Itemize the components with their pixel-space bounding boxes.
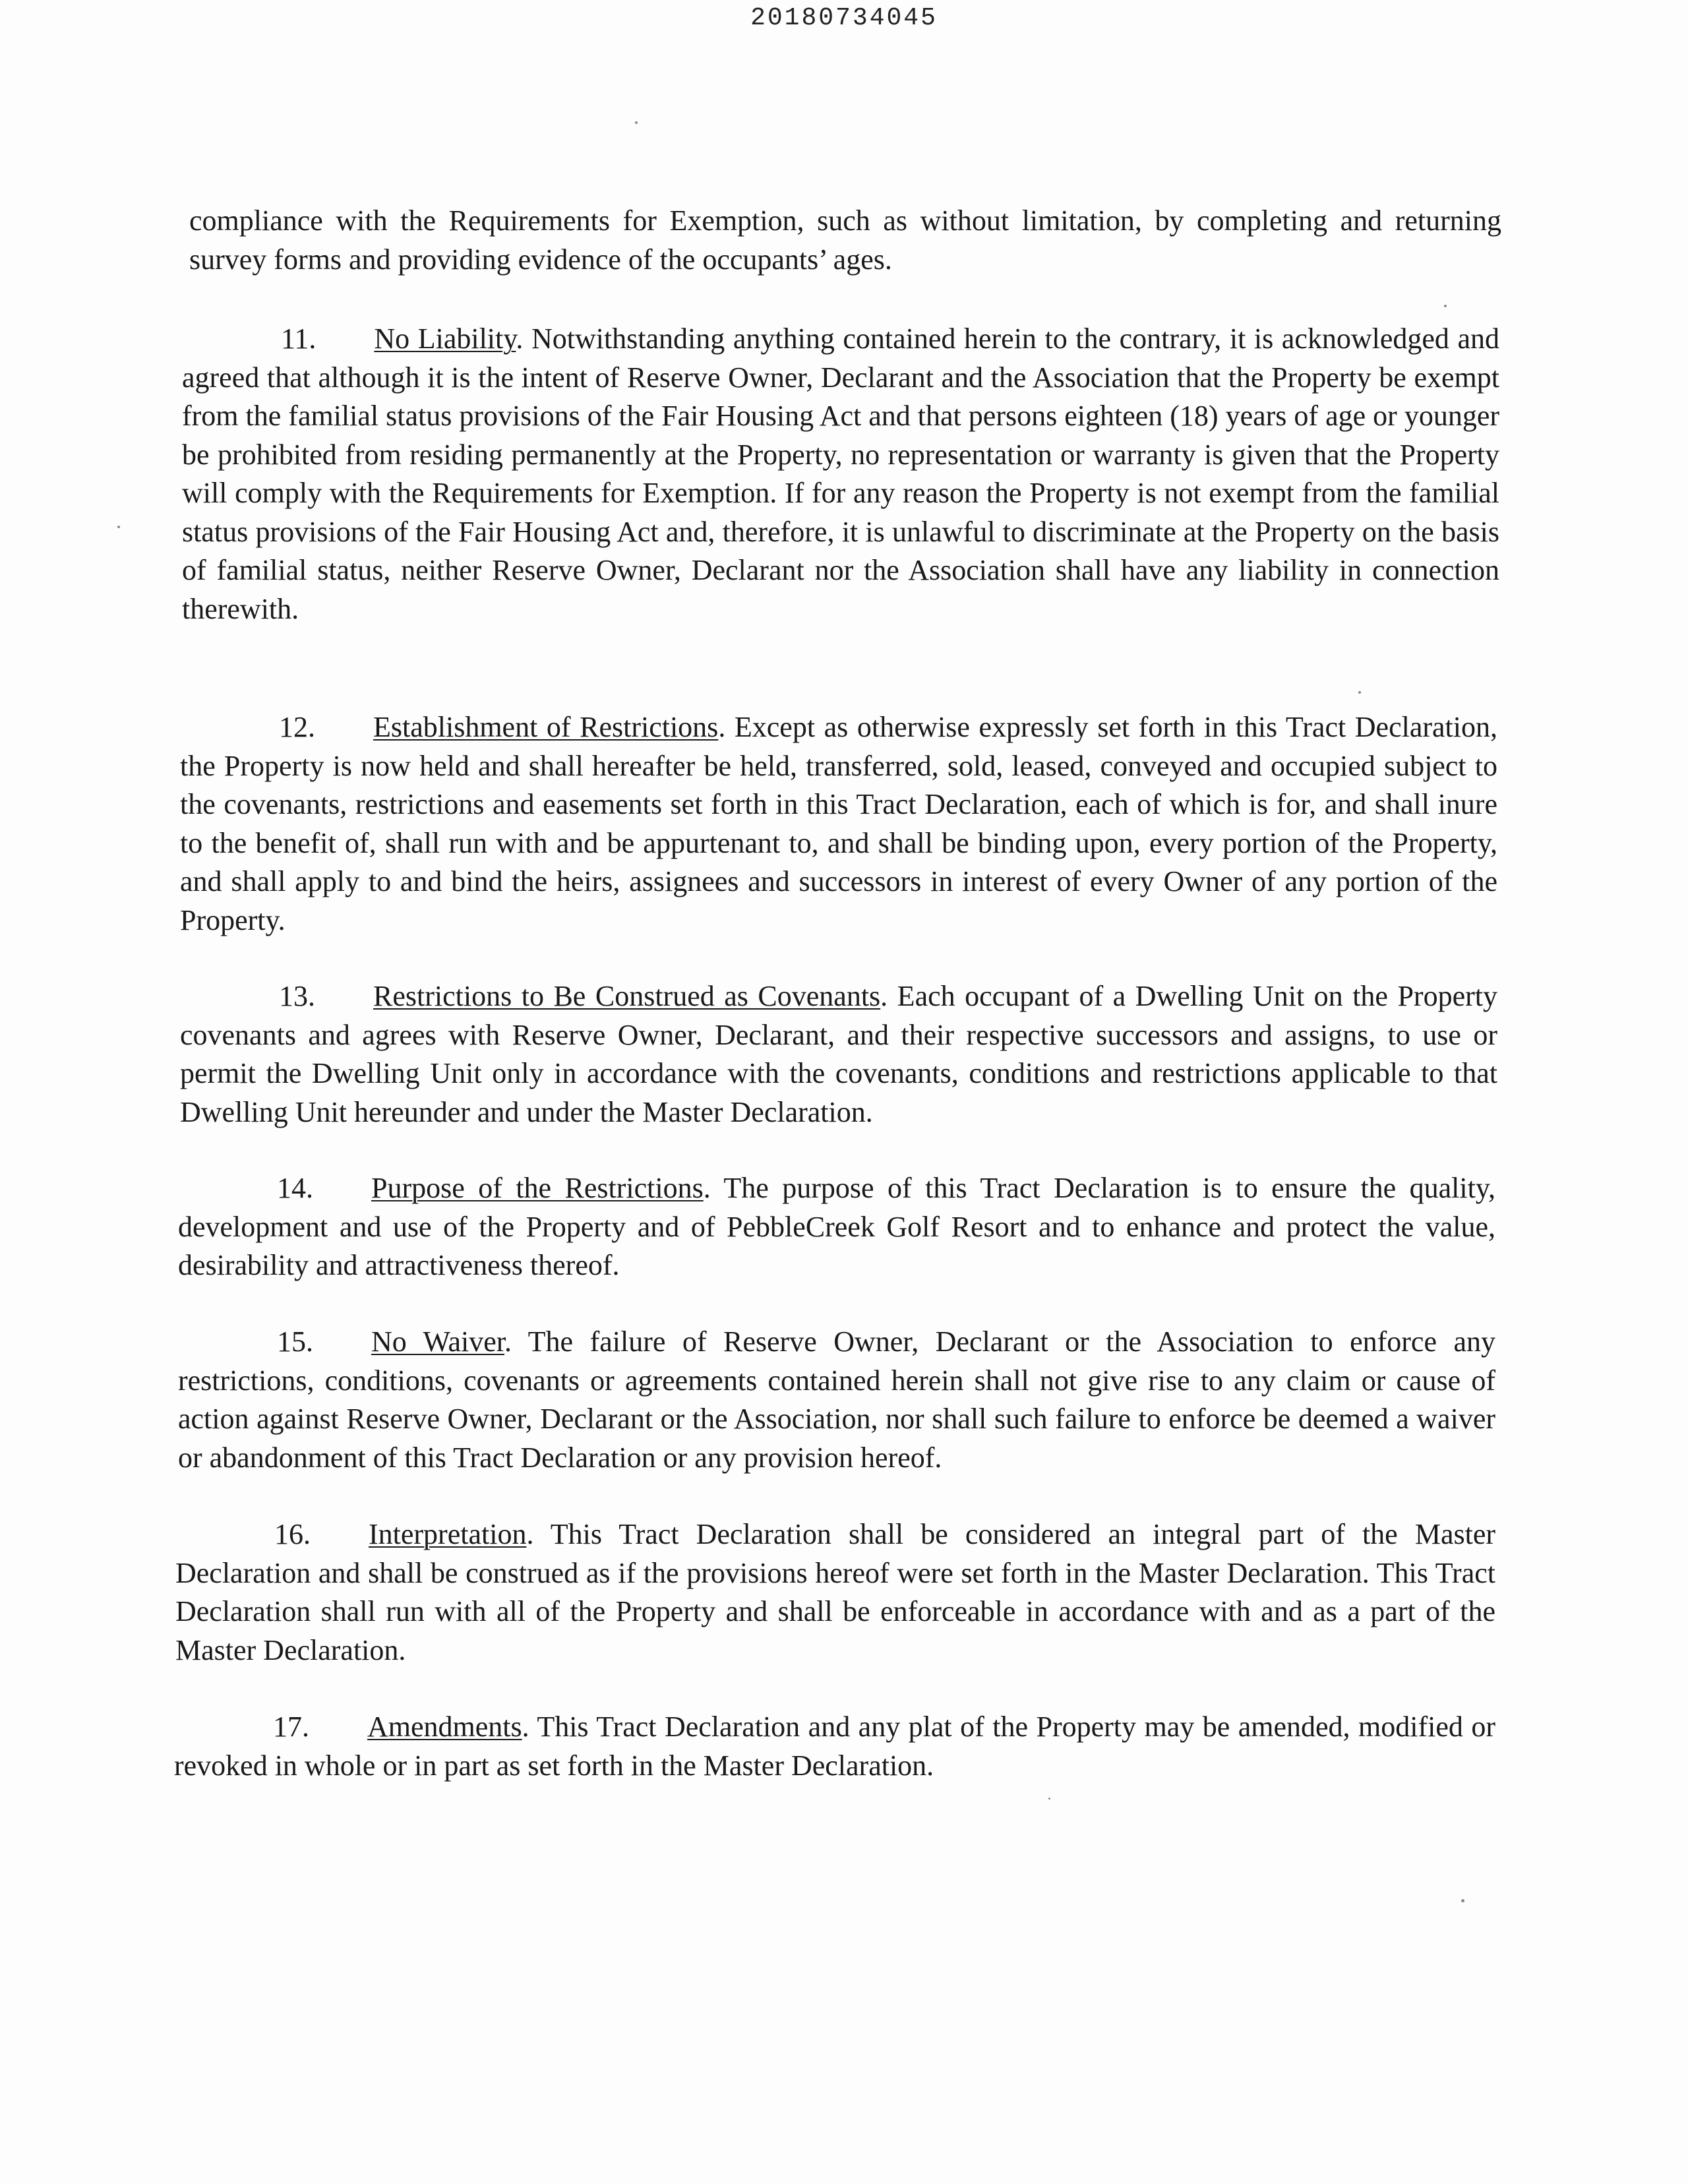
continuation-paragraph: [189, 202, 1501, 279]
section-text: . The failure of Reserve Owner, Declarant or the Association to enforce any restrictions, conditions, covenants or agreements contained herein shall not give rise to any claim or cause of action against Reserve Owner, Declarant or the Association, nor shall such failure to enforce be deemed a waiver or abandonment of this Tract Declaration or any provision hereof.: [178, 1325, 1495, 1474]
section-11-no-liability: [182, 320, 1499, 628]
section-heading: No Liability: [374, 322, 516, 355]
scan-speck: [1444, 305, 1447, 307]
section-text: . Notwithstanding anything contained herein to the contrary, it is acknowledged and agreed that although it is the intent of Reserve Owner, Declarant and the Association that the Property be exempt from the familial status provisions of the Fair Housing Act and that persons eighteen (18) years of age or younger be prohibited from residing permanently at the Property, no representation or warranty is given that the Property will comply with the Requirements for Exemption. If for any reason the Property is not exempt from the familial status provisions of the Fair Housing Act and, therefore, it is unlawful to discriminate at the Property on the basis of familial status, neither Reserve Owner, Declarant nor the Association shall have any liability in connection therewith.: [182, 322, 1499, 625]
section-heading: Establishment of Restrictions: [373, 711, 719, 743]
section-12-establishment-of-restrictions: [180, 708, 1497, 940]
section-text: . The purpose of this Tract Declaration is to ensure the quality, development and use of the Property and of PebbleCreek Golf Resort and to enhance and protect the value, desirability and attractiveness thereof.: [178, 1172, 1495, 1281]
section-heading: Amendments: [367, 1711, 522, 1743]
section-text: . This Tract Declaration shall be considered an integral part of the Master Declaration and shall be construed as if the provisions hereof were set forth in the Master Declaration. This Tract Declaration shall run with all of the Property and shall be enforceable in accordance with and as a part of the Master Declaration.: [175, 1518, 1495, 1666]
paragraph-text: compliance with the Requirements for Exemption, such as without limitation, by completing and returning survey forms and providing evidence of the occupants’ ages.: [189, 204, 1501, 276]
section-text: . Each occupant of a Dwelling Unit on the Property covenants and agrees with Reserve Owner, Declarant, and their respective successors and assigns, to use or permit the Dwelling Unit only in accordance with the covenants, conditions and restrictions applicable to that Dwelling Unit hereunder and under the Master Declaration.: [180, 980, 1497, 1128]
section-16-interpretation: [175, 1515, 1495, 1670]
section-13-restrictions-as-covenants: [180, 977, 1497, 1132]
section-number: 16.: [274, 1518, 311, 1550]
section-number: 14.: [277, 1172, 313, 1204]
section-heading: No Waiver: [371, 1325, 504, 1358]
document-number: 20180734045: [750, 4, 938, 32]
scan-speck: [635, 121, 638, 124]
section-15-no-waiver: [178, 1323, 1495, 1477]
section-number: 17.: [273, 1711, 309, 1743]
section-number: 12.: [279, 711, 315, 743]
section-text: . This Tract Declaration and any plat of the Property may be amended, modified or revoked in whole or in part as set forth in the Master Declaration.: [174, 1711, 1495, 1782]
scan-speck: [1358, 691, 1361, 694]
section-14-purpose-of-restrictions: [178, 1169, 1495, 1285]
section-number: 11.: [281, 322, 316, 355]
section-heading: Restrictions to Be Construed as Covenants: [373, 980, 881, 1012]
section-number: 15.: [277, 1325, 313, 1358]
section-heading: Purpose of the Restrictions: [371, 1172, 704, 1204]
section-17-amendments: [174, 1708, 1495, 1785]
scan-speck: [1461, 1899, 1464, 1902]
section-text: . Except as otherwise expressly set forth in this Tract Declaration, the Property is now held and shall hereafter be held, transferred, sold, leased, conveyed and occupied subject to the covenants, restrictions and easements set forth in this Tract Declaration, each of which is for, and shall inure to the benefit of, shall run with and be appurtenant to, and shall be binding upon, every portion of the Property, and shall apply to and bind the heirs, assignees and successors in interest of every Owner of any portion of the Property.: [180, 711, 1497, 936]
scan-speck: [1048, 1798, 1050, 1800]
section-heading: Interpretation: [369, 1518, 527, 1550]
section-number: 13.: [279, 980, 315, 1012]
scan-speck: [117, 526, 120, 528]
